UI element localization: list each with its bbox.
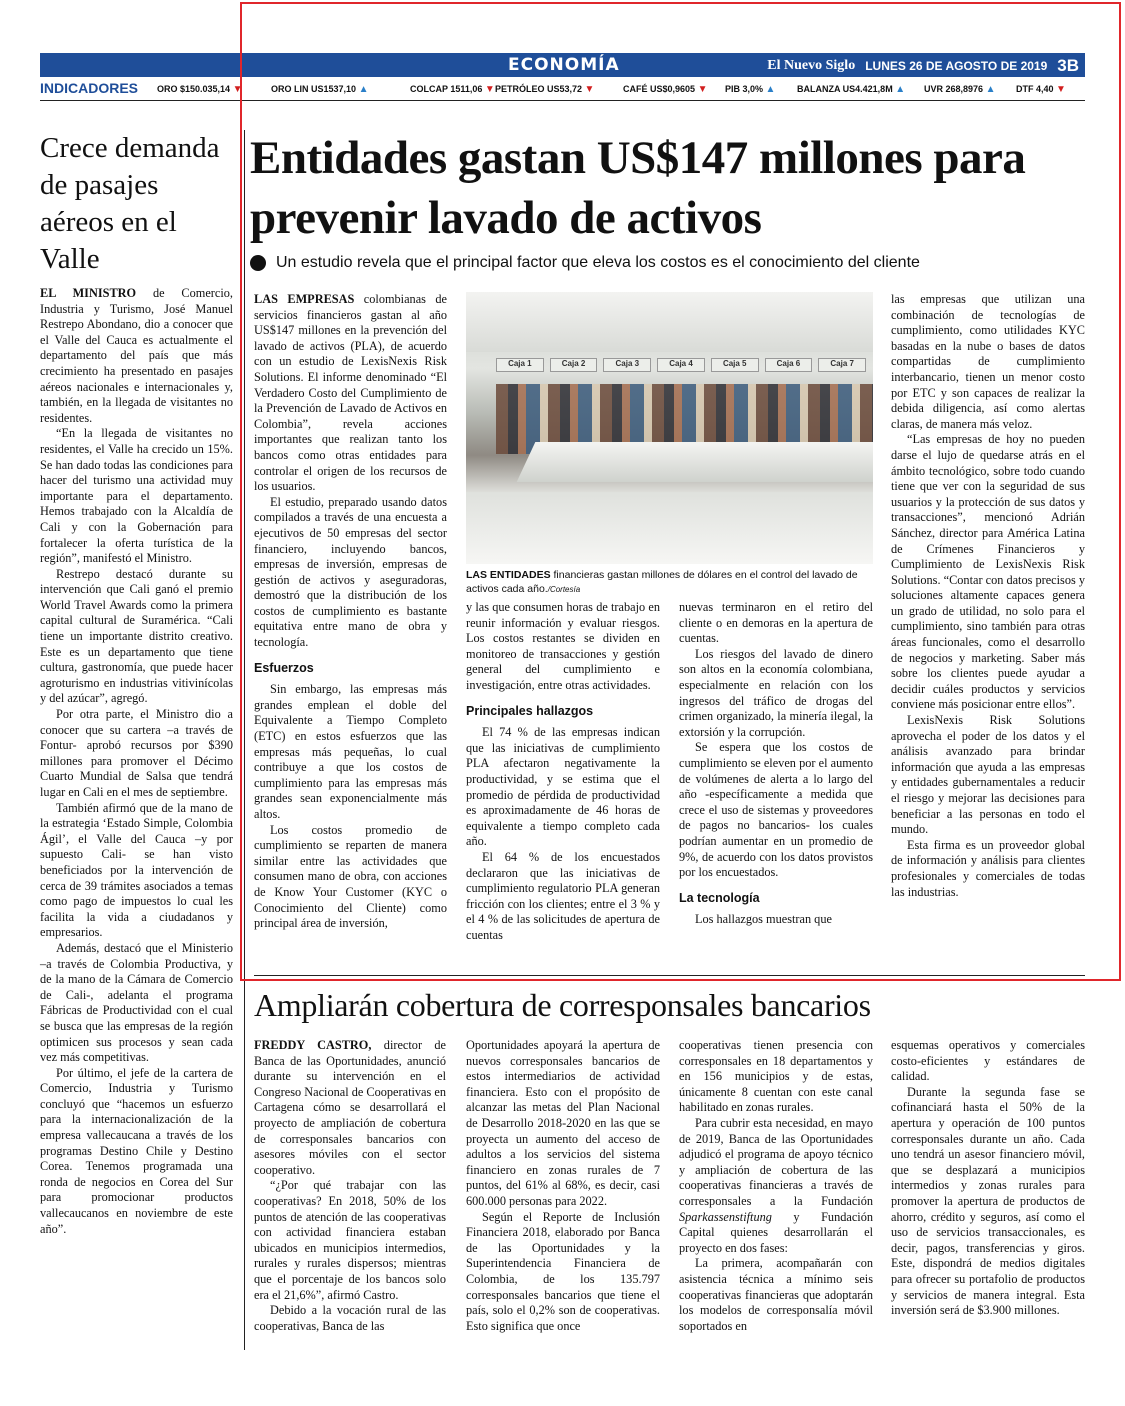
bullet-icon [250,255,266,271]
story-divider [254,975,1085,976]
paragraph: Se espera que los costos de cumplimiento se eleven por el aumento de volúmenes de alerta a lo largo del año -específicamente a medida que crece el uso de sistemas y proveedores de pagos no bancarios- los cuales podrían aumentar en un promedio de 9%, de acuerdo con los datos provistos por los encuestados. [679,740,873,880]
bank-tellers-photo [466,292,873,564]
paragraph: Por otra parte, el Ministro dio a conocer que su cartera –a través de Fontur- aprobó recursos por $390 millones para promover el Décimo Cuarto Mundial de Salsa que tendrá lugar en Cali en el mes de septiembre. [40,707,233,799]
paragraph: Durante la segunda fase se cofinanciará hasta el 50% de la apertura y operación de 100 puntos corresponsales durante un año. Cada uno tendrá un asesor financiero móvil, que se desplazará a municipios intermedios y zonas rurales para promover la apertura de productos de ahorro, crédito y seguros, así como el uso de servicios transaccionales, es decir, pagos, transferencias y giros. Este, dispondrá de medios digitales para ofrecer su portafolio de productos y servicios de manera integral. Esta inversión será de $3.900 millones. [891,1084,1085,1318]
indicator-item: BALANZA US4.421,8M ▲ [797,84,906,95]
indicator-item: ORO $150.035,14 ▼ [157,84,243,95]
paragraph: esquemas operativos y comerciales costo-eficientes y estándares de calidad. [891,1038,1085,1084]
paragraph: Los costos promedio de cumplimiento se reparten de manera similar entre las actividades que consumen mano de obra, con acciones de Know Your Customer (KYC o Conocimiento del Cliente) como principal área de inversión, [254,822,447,931]
main-story-lead: LAS EMPRESAS colombianas de servicios financieros gastan al año US$147 millones en la prevención del lavado de activos (PLA), de acuerdo con un estudio de LexisNexis Risk Solutions. El informe denominado “El Verdadero Costo del Cumplimiento de la Prevención de Lavado de Activos en Colombia”, revela acciones importantes que realizan tanto los bancos como otras entidades para controlar el origen de los recursos de los usuarios. [254,292,447,494]
issue-date: LUNES 26 DE AGOSTO DE 2019 [865,59,1048,73]
subheading: Principales hallazgos [466,703,594,718]
section-title: ECONOMÍA [508,55,620,75]
trend-down-icon: ▼ [484,84,495,95]
second-story-column-2 [466,1038,660,1334]
indicator-item: PIB 3,0% ▲ [725,84,776,95]
trend-up-icon: ▲ [765,84,776,95]
main-story-column-1 [254,292,447,932]
paragraph: El estudio, preparado usando datos compilados a través de una encuesta a ejecutivos de 50 empresas del sector financiero, incluyendo bancos, empresas de inversión, empresas de gestión de activos y aseguradoras, demostró que la distribución de los costos de cumplimiento es bastante equitativa entre mano de obra y tecnología. [254,494,447,650]
paragraph: También afirmó que de la mano de la estrategia ‘Estado Simple, Colombia Ágil’, el Valle del Cauca –y por supuesto Cali- se han visto beneficiados por la intervención de cerca de 39 trámites asociados a temas como pago de impuestos lo cual les facilita la vida a ciudadanos y empresarios. [40,800,233,940]
paragraph: Debido a la vocación rural de las cooperativas, Banca de las [254,1303,446,1333]
main-story-column-3 [679,600,873,928]
indicators-label: INDICADORES [40,80,139,96]
teller-sign: Caja 7 [818,358,866,372]
teller-sign: Caja 4 [657,358,705,372]
paragraph: Además, destacó que el Ministerio –a través de Colombia Productiva, y de la mano de la Cámara de Comercio de Cali-, adelanta el programa Fábricas de Productividad con el cual se busca que las empresas de la región optimicen sus procesos y sean cada vez más competitivas. [40,940,233,1065]
trend-down-icon: ▼ [1056,84,1066,95]
paragraph: Los riesgos del lavado de dinero son altos en la economía colombiana, especialmente en relación con los ingresos del tráfico de drogas del crimen organizado, la minería ilegal, la extorsión y la corrupción. [679,646,873,739]
trend-down-icon: ▼ [697,84,708,95]
photo-caption: LAS ENTIDADES financieras gastan millones de dólares en el control del lavado de activos cada año./Cortesía [466,569,858,595]
page-number: 3B [1057,56,1079,75]
paragraph: “Las empresas de hoy no pueden darse el lujo de quedarse atrás en el ámbito tecnológico, sobre todo cuando tiene que ver con la seguridad de sus usuarios y la protección de sus datos y transacciones”, mencionó Adrián Sánchez, director para América Latina de Crímenes Financieros y Cumplimiento de LexisNexis Risk Solutions. “Contar con datos precisos y soluciones altamente capaces genera un grado de utilidad, no solo para el cumplimiento, sino también para otras áreas funcionales, como el desarrollo de negocios y marketing. Saber más sobre los clientes puede ayudar a decidir cuáles productos y servicios conviene más posicionar entre ellos”. [891,432,1085,712]
paragraph: las empresas que utilizan una combinación de tecnologías de cumplimiento, como utilidades KYC basadas en la nube o bases de datos compartidas de cumplimiento interbancario, tienen un menor costo por ETC y son capaces de realizar la debida diligencia, así como alertas claras, de manera más veloz. [891,292,1085,431]
paragraph: y las que consumen horas de trabajo en reunir información y evaluar riesgos. Los costos restantes se dividen en monitoreo de transacciones y gestión general del cumplimiento e investigación, entre otras actividades. [466,600,660,692]
paragraph: Sin embargo, las empresas más grandes emplean el doble del Equivalente a Tiempo Completo (ETC) en estos esfuerzos que las empresas más pequeñas, lo cual contribuye a que los costos de cumplimiento para las empresas más grandes sean exponencialmente más altos. [254,682,447,821]
newspaper-brand: El Nuevo Siglo [767,58,856,73]
subheading: Esfuerzos [254,660,314,675]
paragraph: La primera, acompañarán con asistencia técnica a mínimo seis cooperativas financieras que adoptarán los modelos de corresponsalía móvil soportados en [679,1256,873,1333]
indicator-item: ORO LIN US1537,10 ▲ [271,84,369,95]
paragraph: “¿Por qué trabajar con las cooperativas? En 2018, 50% de los puntos de atención de las cooperativas con actividad financiera estaban ubicados en municipios intermedios, rurales y rurales dispersos; mientras que el porcentaje de los bancos solo era el 21,6%”, afirmó Castro. [254,1178,446,1302]
main-story-column-4 [891,292,1085,900]
left-story-headline: Crece demanda de pasajes aéreos en el Valle [40,132,220,275]
paragraph: Oportunidades apoyará la apertura de nuevos corresponsales bancarios de estos intermediarios de actividad financiera. Esto con el propósito de alcanzar las metas del Plan Nacional de Desarrollo 2018-2020 en las que se proyecta un aumento del acceso de adultos a los servicios del sistema financiero en zonas rurales de 7 puntos, del 61% al 68%, es decir, casi 600.000 personas para 2022. [466,1038,660,1208]
teller-signs [496,358,866,372]
second-story-lead: FREDDY CASTRO, director de Banca de las Oportunidades, anunció durante su intervención en el Congreso Nacional de Cooperativas en Cartagena cómo se desarrollará el proyecto de ampliación de cobertura de corresponsales bancarios con asesores móviles con el sector cooperativo. [254,1038,446,1177]
trend-up-icon: ▲ [895,84,906,95]
paragraph: cooperativas tienen presencia con corresponsales en 18 departamentos y en 156 municipios y de estas, únicamente 8 cuentan con este canal habilitado en zonas rurales. [679,1038,873,1115]
photo-credit: /Cortesía [547,585,581,594]
subheading: La tecnología [679,890,760,905]
trend-up-icon: ▲ [985,84,996,95]
second-story-column-1 [254,1038,446,1334]
teller-sign: Caja 6 [765,358,813,372]
teller-sign: Caja 2 [550,358,598,372]
indicator-item: CAFÉ US$0,9605 ▼ [623,84,708,95]
teller-sign: Caja 3 [603,358,651,372]
trend-down-icon: ▼ [232,84,243,95]
paragraph: “En la llegada de visitantes no residentes, el Valle ha crecido un 15%. Se han dado todas las condiciones para hacer del turismo una actividad muy importante para el departamento. Hemos trabajado con la Alcaldía de Cali y con la Gobernación para fortalecer la oferta turística de la región”, manifestó el Ministro. [40,426,233,566]
paragraph: El 74 % de las empresas indican que las iniciativas de cumplimiento PLA afectaron negativamente la productividad, y se estima que el promedio de pérdida de productividad es aproximadamente de 46 horas de equivalente a tiempo completo cada año. [466,725,660,849]
paragraph: Los hallazgos muestran que [695,912,832,927]
indicator-item: UVR 268,8976 ▲ [924,84,996,95]
paragraph: LexisNexis Risk Solutions aprovecha el poder de los datos y el análisis avanzado para brindar información que ayuda a las empresas y entidades gubernamentales a reducir el riesgo y mejorar las decisiones para beneficiar a las personas en todo el mundo. [891,713,1085,837]
paragraph: Según el Reporte de Inclusión Financiera 2018, elaborado por Banca de las Oportunidades y la Superintendencia Financiera de Colombia, de los 135.797 corresponsales bancarios que tiene el país, solo el 0,2% son de cooperativas. Esto significa que once [466,1209,660,1333]
paragraph: El 64 % de los encuestados declararon que las iniciativas de cumplimiento regulatorio PLA generan fricción con los clientes; entre el 3 % y el 4 % de las solicitudes de apertura de cuentas [466,849,660,942]
main-story-column-2 [466,600,660,943]
paragraph: Para cubrir esta necesidad, en mayo de 2019, Banca de las Oportunidades adjudicó el programa de apoyo técnico y ampliación de cobertura de las cooperativas financieras a través de corresponsales a la Fundación Sparkassenstiftung y Fundación Capital quienes desarrollarán el proyecto en dos fases: [679,1115,873,1255]
indicator-item: DTF 4,40 ▼ [1016,84,1066,95]
trend-down-icon: ▼ [584,84,595,95]
indicator-item: COLCAP 1511,06 ▼ [410,84,495,95]
trend-up-icon: ▲ [358,84,369,95]
paragraph: Restrepo destacó durante su intervención que Cali ganó el premio World Travel Awards como la primera capital cultural de Suramérica. “Cali tiene un importante distrito creativo. Este es un departamento que tiene cultura, gastronomía, que puede hacer agroturismo en industrias vitivinícolas y del azúcar”, agregó. [40,566,233,706]
left-story-body [40,286,233,1237]
main-story-deck: Un estudio revela que el principal factor que eleva los costos es el conocimiento del cliente [250,254,920,272]
indicator-item: PETRÓLEO US53,72 ▼ [495,84,595,95]
left-story-lead: EL MINISTRO de Comercio, Industria y Turismo, José Manuel Restrepo Abondano, dio a conocer que el Valle del Cauca es actualmente el departamento del país que más crecimiento ha presentado en pasajes aéreos nacionales e internacionales y, también, en la llegada de visitantes no residentes. [40,286,233,425]
paragraph: Esta firma es un proveedor global de información y análisis para clientes profesionales y comerciales de todas las industrias. [891,837,1085,899]
second-story-column-4 [891,1038,1085,1319]
teller-sign: Caja 1 [496,358,544,372]
paragraph: nuevas terminaron en el retiro del cliente o en demoras en la apertura de cuentas. [679,600,873,646]
teller-sign: Caja 5 [711,358,759,372]
paragraph: Por último, el jefe de la cartera de Comercio, Industria y Turismo concluyó que “hacemos un esfuerzo para la internacionalización de la empresa vallecaucana a través de los programas Destino Chile y Destino Corea. Tenemos programada una ronda de negocios en Corea del Sur para promocionar productos vallecaucanos en noviembre de este año”. [40,1065,233,1236]
second-story-headline: Ampliarán cobertura de corresponsales bancarios [254,987,871,1023]
main-story-headline: Entidades gastan US$147 millones para prevenir lavado de activos [250,132,1026,244]
second-story-column-3 [679,1038,873,1334]
